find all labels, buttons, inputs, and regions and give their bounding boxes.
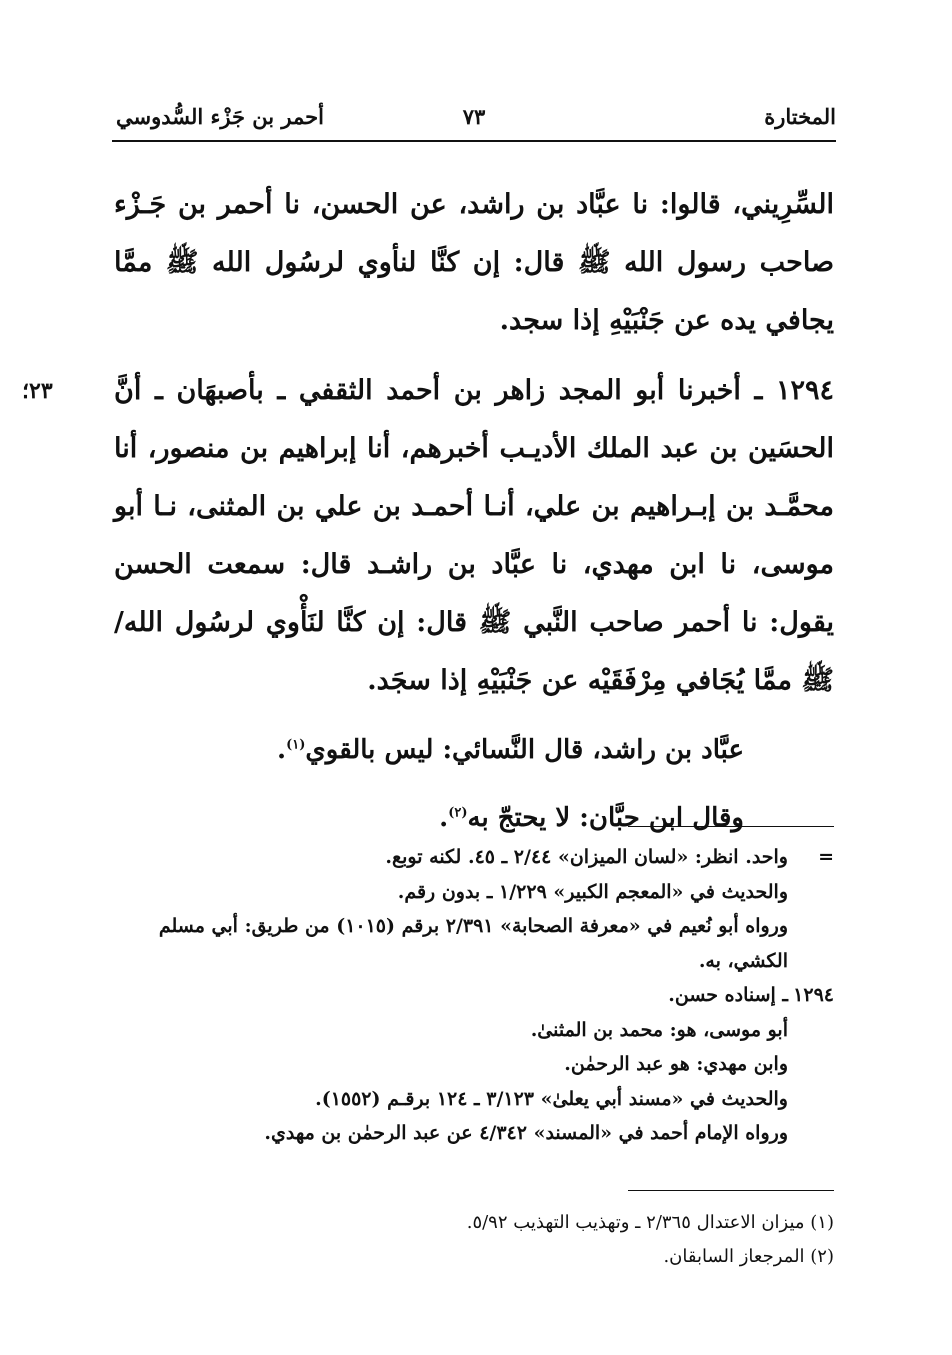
footnote-ref-2[interactable]: (٢) <box>448 805 468 821</box>
commentary-line: والحديث في «مسند أبي يعلىٰ» ٣/١٢٣ ـ ١٢٤ برقـم (١٥٥٢). <box>315 1087 788 1110</box>
commentary-line: والحديث في «المعجم الكبير» ١/٢٢٩ ـ بدون رقم. <box>397 880 788 903</box>
commentary-line: وابن مهدي: هو عبد الرحمٰن. <box>564 1053 788 1075</box>
running-header <box>112 100 836 142</box>
narrator-note-1-text: عبَّاد بن راشد، قال النَّسائي: ليس بالقوي <box>305 735 744 765</box>
book-title: المختارة <box>764 104 836 129</box>
commentary-line: أبو موسى، هو: محمد بن المثنىٰ. <box>530 1018 788 1041</box>
source-footnotes <box>114 1206 834 1274</box>
margin-reference: ٢٣؛ <box>22 378 53 404</box>
hadith-text: ـ أخبرنا أبو المجد زاهر بن أحمد الثقفي ـ بأصبهَان ـ أنَّ الحسَين بن عبد الملك الأديـب أخبرهم، أنا إبراهيم بن منصور، أنا محمَّـد بن إبـراهيم بن علي، أنـا أحمـد بن علي بن المثنى، نـا أبو موسى، نا ابن مهدي، نا عبَّاد بن راشـد قال: سمعت الحسن يقول: نا أحمر صاحب النَّبي ﷺ قال: إن كنَّا لنَأْوي لرسُول الله/ ﷺ ممَّا يُجَافي مِرْفَقَيْه عن جَنْبَيْهِ إذا سجَد. <box>114 375 834 696</box>
source-note-2: (٢) المرجعاز السابقان. <box>663 1246 834 1267</box>
commentary-text: واحد. انظر: «لسان الميزان» ٢/٤٤ ـ ٤٥. لكنه توبع. <box>385 846 788 868</box>
commentary-line: ورواه أبو نُعيم في «معرفة الصحابة» ٢/٣٩١ برقم (١٠١٥) من طريق: أبي مسلم <box>158 915 788 937</box>
narrator-note-1: عبَّاد بن راشد، قال النَّسائي: ليس بالقوي$^{(١)}$. <box>277 735 744 765</box>
commentary-line: الكشي، به. <box>698 949 788 972</box>
main-text <box>22 176 834 852</box>
commentary-text: ـ إسناده حسن. <box>668 984 788 1006</box>
source-notes-divider <box>628 1190 834 1191</box>
commentary-line: ورواه الإمام أحمد في «المسند» ٤/٣٤٢ عن عبد الرحمٰن بن مهدي. <box>264 1122 788 1144</box>
chapter-title: أحمر بن جَزْء السُّدوسي <box>116 104 324 129</box>
commentary-line <box>114 978 834 1013</box>
source-note-1: (١) ميزان الاعتدال ٢/٣٦٥ ـ وتهذيب التهذيب ٥/٩٢. <box>466 1212 834 1233</box>
commentary-footnotes <box>114 840 834 1151</box>
commentary-hadith-number: ١٢٩٤ <box>793 984 834 1006</box>
narrator-note-2-text: وقال ابن حبَّان: لا يحتجّ به <box>467 803 744 833</box>
footnote-ref-1[interactable]: (١) <box>286 737 306 753</box>
narrator-note-2: وقال ابن حبَّان: لا يحتجّ به$^{(٢)}$. <box>439 803 744 833</box>
hadith-paragraph <box>22 362 834 710</box>
opening-paragraph: السِّرِيني، قالوا: نا عبَّاد بن راشد، عن الحسن، نا أحمر بن جَـزْء صاحب رسول الله ﷺ قال: إن كنَّا لنأوي لرسُول الله ﷺ ممَّا يجافي يده عن جَنْبَيْهِ إذا سجد. <box>114 189 834 336</box>
continuation-mark: = <box>818 846 834 868</box>
page-number: ٧٣ <box>462 104 486 129</box>
commentary-line <box>114 840 834 875</box>
footnote-divider <box>628 826 834 827</box>
hadith-number: ١٢٩٤ <box>775 375 834 406</box>
